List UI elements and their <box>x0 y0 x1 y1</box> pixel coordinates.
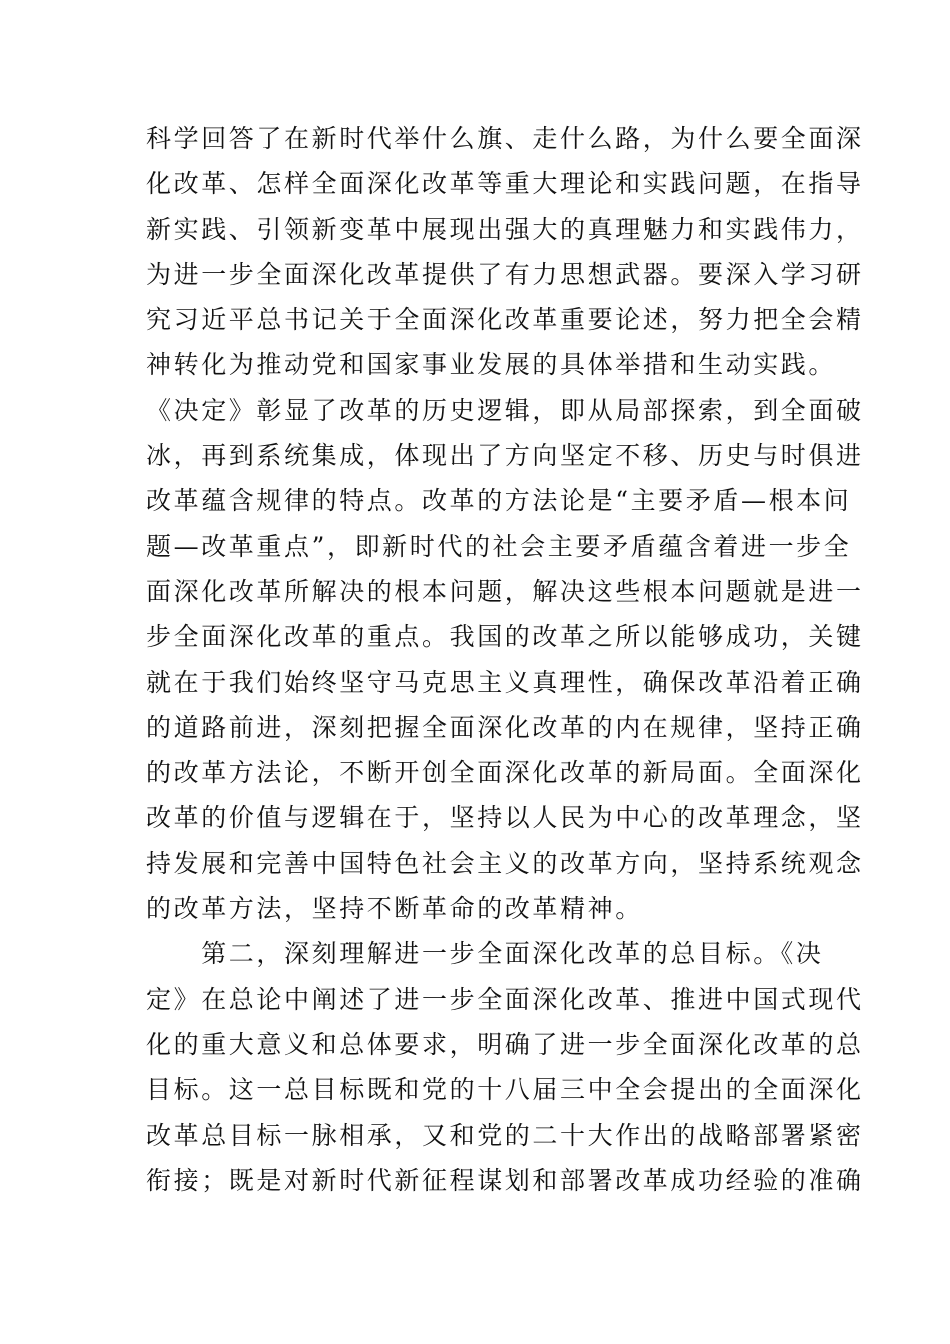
text-line: 改革蕴含规律的特点。改革的方法论是“主要矛盾—根本问 <box>146 486 852 516</box>
text-line: 改革总目标一脉相承，又和党的二十大作出的战略部署紧密 <box>146 1120 864 1150</box>
text-line: 衔接；既是对新时代新征程谋划和部署改革成功经验的准确 <box>146 1165 864 1195</box>
text-line: 新实践、引领新变革中展现出强大的真理魅力和实践伟力， <box>146 214 864 244</box>
text-line: 究习近平总书记关于全面深化改革重要论述，努力把全会精 <box>146 305 864 335</box>
paragraph-start-line: 第二，深刻理解进一步全面深化改革的总目标。《决 <box>146 939 824 969</box>
text-line: 改革的价值与逻辑在于，坚持以人民为中心的改革理念，坚 <box>146 803 864 833</box>
text-line: 面深化改革所解决的根本问题，解决这些根本问题就是进一 <box>146 576 864 606</box>
text-line: 化改革、怎样全面深化改革等重大理论和实践问题，在指导 <box>146 169 864 199</box>
text-line: 冰，再到系统集成，体现出了方向坚定不移、历史与时俱进 <box>146 441 864 471</box>
text-line: 持发展和完善中国特色社会主义的改革方向，坚持系统观念 <box>146 848 864 878</box>
text-line: 目标。这一总目标既和党的十八届三中全会提出的全面深化 <box>146 1075 864 1105</box>
text-line: 化的重大意义和总体要求，明确了进一步全面深化改革的总 <box>146 1029 864 1059</box>
text-line: 神转化为推动党和国家事业发展的具体举措和生动实践。 <box>146 350 837 380</box>
document-body <box>146 116 864 1203</box>
text-line: 定》在总论中阐述了进一步全面深化改革、推进中国式现代 <box>146 984 864 1014</box>
text-line: 的改革方法，坚持不断革命的改革精神。 <box>146 894 643 924</box>
text-line: 的改革方法论，不断开创全面深化改革的新局面。全面深化 <box>146 758 864 788</box>
text-line: 为进一步全面深化改革提供了有力思想武器。要深入学习研 <box>146 259 864 289</box>
text-line: 科学回答了在新时代举什么旗、走什么路，为什么要全面深 <box>146 124 864 153</box>
text-line: 题—改革重点”，即新时代的社会主要矛盾蕴含着进一步全 <box>146 531 852 561</box>
text-line: 的道路前进，深刻把握全面深化改革的内在规律，坚持正确 <box>146 712 864 742</box>
text-line: 就在于我们始终坚守马克思主义真理性，确保改革沿着正确 <box>146 667 864 697</box>
text-line: 步全面深化改革的重点。我国的改革之所以能够成功，关键 <box>146 622 864 652</box>
text-line: 《决定》彰显了改革的历史逻辑，即从局部探索，到全面破 <box>146 395 864 425</box>
